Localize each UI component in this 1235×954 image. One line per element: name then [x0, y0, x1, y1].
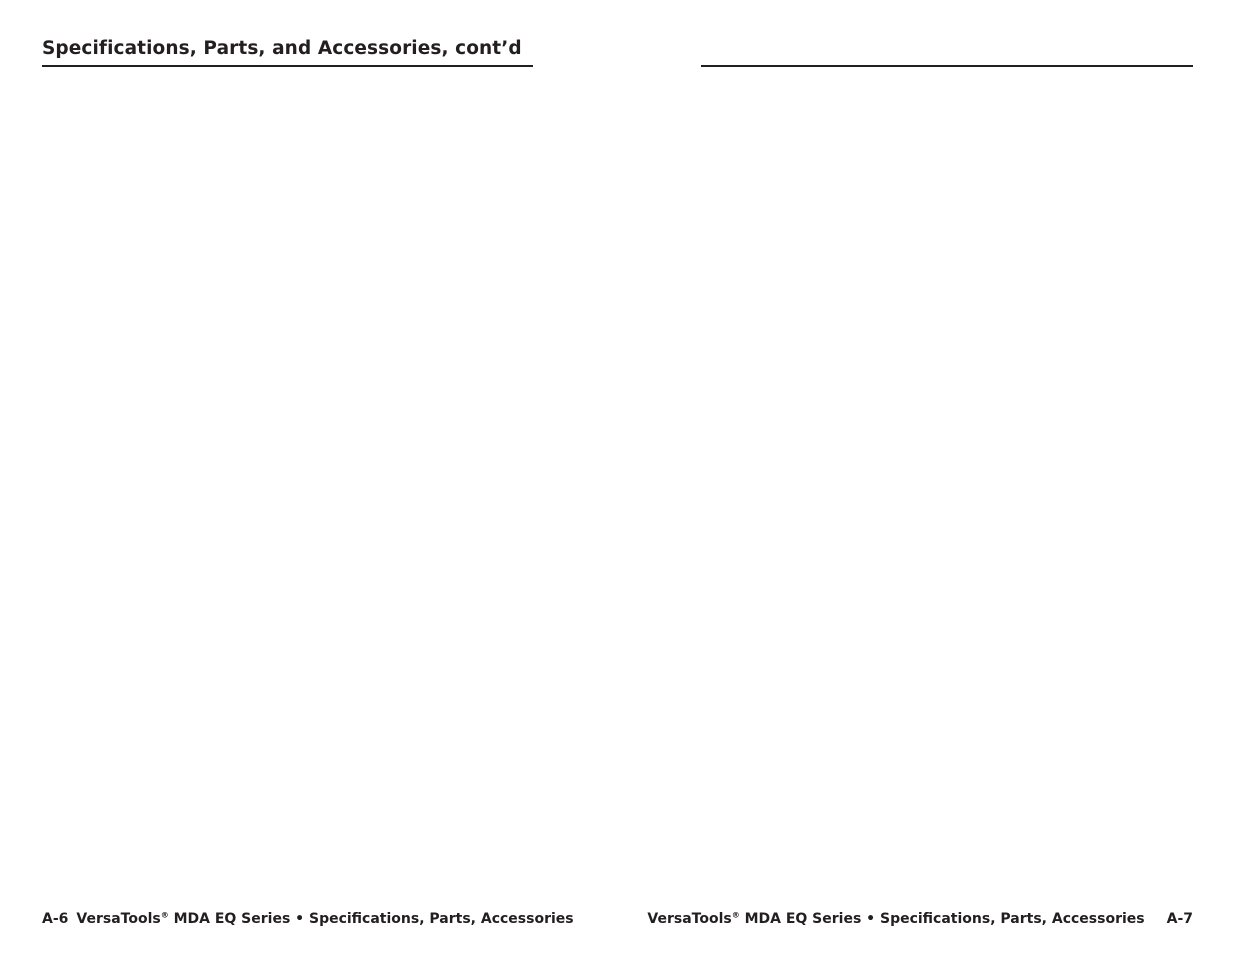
- footer-left: [42, 910, 574, 928]
- left-page: [0, 0, 617, 954]
- right-page: [617, 0, 1235, 954]
- footer-product-right: VersaTools: [647, 911, 732, 927]
- footer-product-left: VersaTools: [76, 911, 161, 927]
- heading-rule-right: [701, 65, 1193, 67]
- footer-right: [647, 910, 1193, 928]
- page-number-left: A-6: [42, 911, 69, 927]
- registered-mark-right: ®: [731, 910, 740, 920]
- footer-text-left: MDA EQ Series • Specifications, Parts, Accessories: [168, 911, 574, 927]
- page-number-right: A-7: [1166, 911, 1193, 927]
- footer-text-right: MDA EQ Series • Specifications, Parts, Accessories: [739, 911, 1145, 927]
- heading-rule-left: [42, 65, 533, 67]
- section-heading: Specifications, Parts, and Accessories, cont’d: [42, 38, 522, 59]
- registered-mark-left: ®: [160, 910, 169, 920]
